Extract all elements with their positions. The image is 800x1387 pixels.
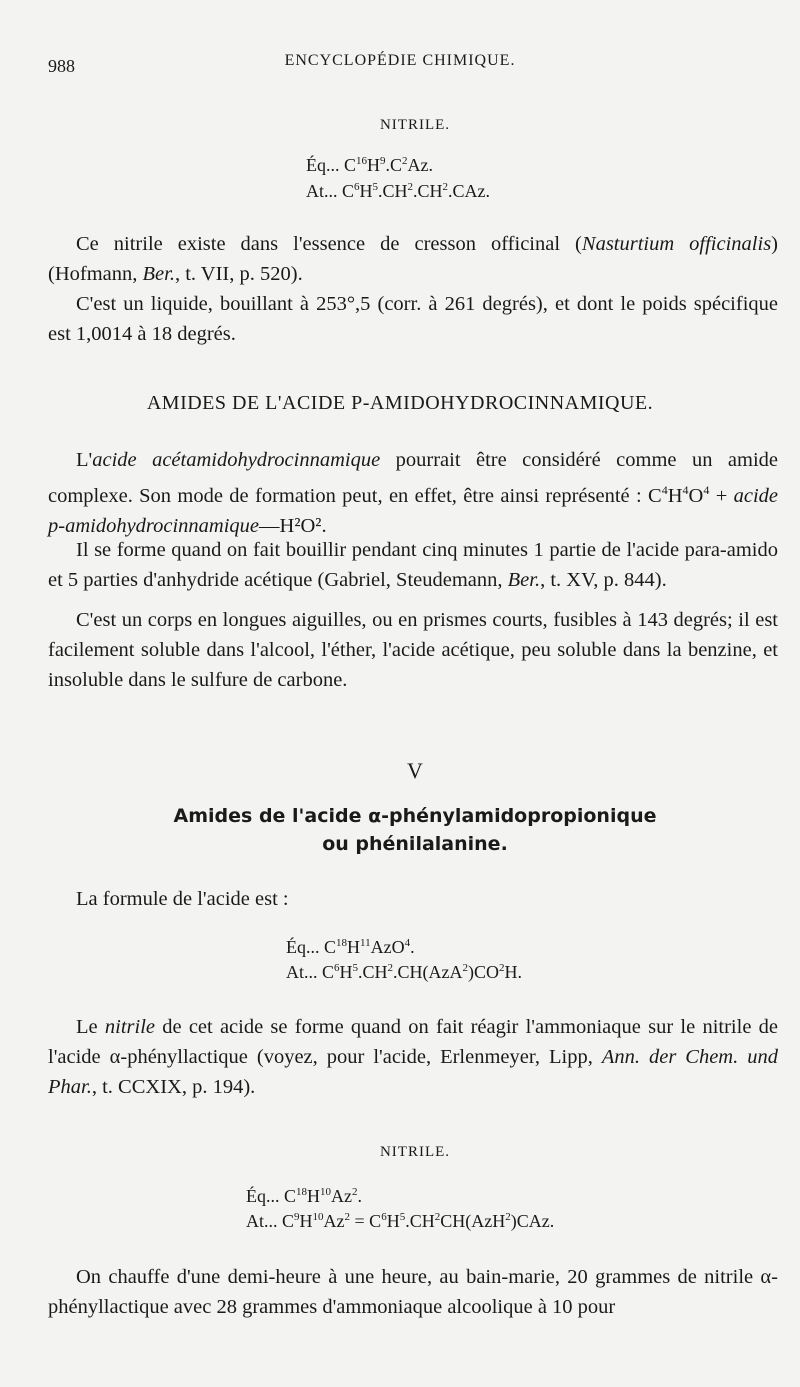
paragraph-4: Il se forme quand on fait bouillir pendant cinq minutes 1 partie de l'acide para-amido et 5 parties d'anhydride acétique (Gabriel, Steudemann, Ber., t. XV, p. 844). — [48, 539, 778, 591]
nitrile-heading-2: NITRILE. — [379, 1144, 451, 1160]
formula-eq-value: $C^{18}H^{11}AzO^4$. — [324, 937, 415, 957]
formula-eq-2 — [286, 937, 415, 958]
formula-at-value: $C^9H^{10}Az^2 = C^6H^5.CH^2CH(AzH^2)CAz$. — [282, 1211, 555, 1231]
paragraph-1: Ce nitrile existe dans l'essence de cresson officinal (Nasturtium officinalis) (Hofmann, Ber., t. VII, p. 520). — [48, 233, 778, 285]
formula-eq-value: $C^{18}H^{10}Az^2$. — [284, 1186, 363, 1206]
section-title-1: AMIDES DE L'ACIDE P-AMIDOHYDROCINNAMIQUE. — [146, 392, 654, 414]
formula-eq-prefix: Éq... — [306, 155, 340, 175]
formula-at-1 — [306, 181, 490, 202]
formula-at-value: $C^6H^5.CH^2.CH(AzA^2)CO^2H$. — [322, 962, 523, 982]
running-title: ENCYCLOPÉDIE CHIMIQUE. — [284, 52, 516, 69]
formula-eq-prefix: Éq... — [246, 1186, 280, 1206]
formula-at-prefix: At... — [246, 1211, 278, 1231]
formula-at-prefix: At... — [286, 962, 318, 982]
paragraph-3: L'acide acétamidohydrocinnamique pourrait être considéré comme un amide complexe. Son mode de formation peut, en effet, être ainsi représenté : $C^4H^4O^4$ + acide p-amidohydrocinnamique—H²O². — [48, 449, 779, 537]
paragraph-6: La formule de l'acide est : — [76, 888, 289, 910]
page-number: 988 — [48, 56, 75, 76]
formula-eq-1 — [306, 155, 433, 176]
formula-at-3 — [246, 1211, 554, 1232]
section-title-2-line-2: ou phénilalanine. — [322, 833, 508, 855]
formula-at-2 — [286, 962, 522, 983]
formula-eq-3 — [246, 1186, 362, 1207]
paragraph-5: C'est un corps en longues aiguilles, ou en prismes courts, fusibles à 143 degrés; il est facilement soluble dans l'alcool, l'éther, l'acide acétique, peu soluble dans la benzine, et insoluble dans le sulfure de carbone. — [48, 609, 778, 691]
formula-at-prefix: At... — [306, 181, 338, 201]
paragraph-7: Le nitrile de cet acide se forme quand on fait réagir l'ammoniaque sur le nitrile de l'acide α-phényllactique (voyez, pour l'acide, Erlenmeyer, Lipp, Ann. der Chem. und Phar., t. CCXIX, p. 194). — [48, 1016, 779, 1098]
nitrile-heading-1: NITRILE. — [379, 117, 451, 133]
formula-eq-prefix: Éq... — [286, 937, 320, 957]
paragraph-8: On chauffe d'une demi-heure à une heure, au bain-marie, 20 grammes de nitrile α-phényllactique avec 28 grammes d'ammoniaque alcoolique à 10 pour — [48, 1266, 778, 1318]
section-title-2-line-1: Amides de l'acide α-phénylamidopropionique — [173, 805, 657, 827]
section-roman-numeral: V — [407, 758, 423, 783]
formula-at-value: $C^6H^5.CH^2.CH^2.CAz$. — [342, 181, 491, 201]
formula-eq-value: $C^{16}H^9.C^2Az$. — [344, 155, 434, 175]
paragraph-2: C'est un liquide, bouillant à 253°,5 (corr. à 261 degrés), et dont le poids spécifique est 1,0014 à 18 degrés. — [48, 293, 778, 345]
